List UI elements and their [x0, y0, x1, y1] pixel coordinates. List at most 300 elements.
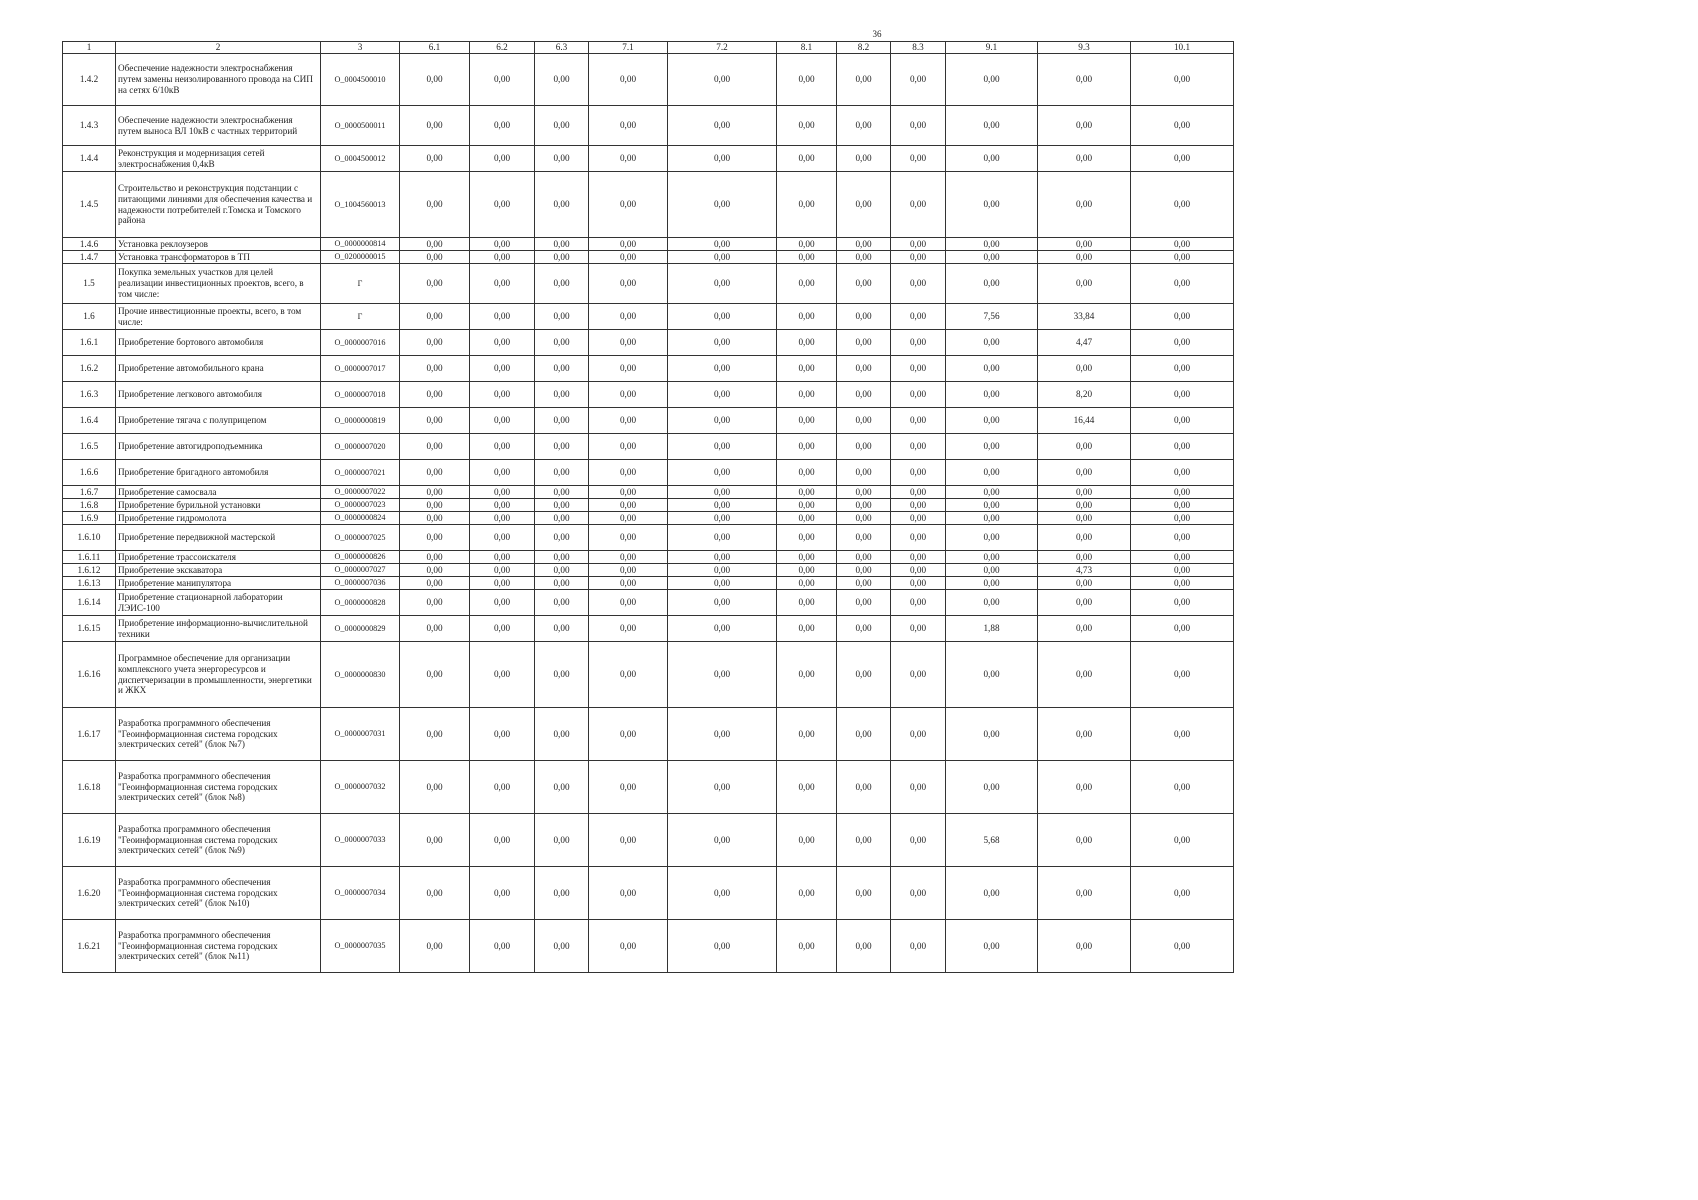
table-header-row [63, 42, 1234, 54]
row-number: 1.5 [63, 264, 116, 304]
value-cell: 0,00 [470, 920, 535, 973]
value-cell: 0,00 [1038, 264, 1131, 304]
project-name: Разработка программного обеспечения "Геоинформационная система городских электрических сетей" (блок №7) [116, 708, 321, 761]
value-cell: 0,00 [668, 408, 777, 434]
value-cell: 0,00 [668, 356, 777, 382]
value-cell: 0,00 [400, 577, 470, 590]
row-number: 1.6.17 [63, 708, 116, 761]
value-cell: 0,00 [837, 460, 891, 486]
value-cell: 0,00 [400, 590, 470, 616]
value-cell: 0,00 [668, 304, 777, 330]
project-name: Приобретение бригадного автомобиля [116, 460, 321, 486]
project-code: O_1004560013 [321, 172, 400, 238]
value-cell: 0,00 [668, 54, 777, 106]
project-name: Программное обеспечение для организации комплексного учета энергоресурсов и диспетчеризации в промышленности, энергетики и ЖКХ [116, 642, 321, 708]
value-cell: 0,00 [946, 564, 1038, 577]
value-cell: 0,00 [668, 330, 777, 356]
value-cell: 0,00 [891, 172, 946, 238]
value-cell: 0,00 [589, 486, 668, 499]
value-cell: 0,00 [946, 867, 1038, 920]
value-cell: 0,00 [891, 486, 946, 499]
value-cell: 0,00 [1131, 616, 1234, 642]
value-cell: 0,00 [470, 564, 535, 577]
table-body [63, 54, 1234, 973]
value-cell: 0,00 [891, 382, 946, 408]
value-cell: 0,00 [589, 382, 668, 408]
row-number: 1.6.8 [63, 499, 116, 512]
value-cell: 0,00 [400, 238, 470, 251]
value-cell: 0,00 [777, 264, 837, 304]
value-cell: 0,00 [837, 251, 891, 264]
table-row [63, 564, 1234, 577]
value-cell: 0,00 [946, 251, 1038, 264]
value-cell: 0,00 [535, 525, 589, 551]
value-cell: 0,00 [837, 356, 891, 382]
project-code: O_0000007034 [321, 867, 400, 920]
value-cell: 0,00 [946, 382, 1038, 408]
value-cell: 0,00 [837, 761, 891, 814]
value-cell: 0,00 [589, 590, 668, 616]
value-cell: 0,00 [777, 330, 837, 356]
value-cell: 0,00 [589, 577, 668, 590]
project-code: O_0000007018 [321, 382, 400, 408]
value-cell: 0,00 [535, 264, 589, 304]
value-cell: 0,00 [535, 408, 589, 434]
table-row [63, 551, 1234, 564]
row-number: 1.6.20 [63, 867, 116, 920]
value-cell: 0,00 [1038, 867, 1131, 920]
value-cell: 0,00 [668, 486, 777, 499]
value-cell: 0,00 [1038, 486, 1131, 499]
value-cell: 0,00 [400, 330, 470, 356]
project-name: Покупка земельных участков для целей реализации инвестиционных проектов, всего, в том числе: [116, 264, 321, 304]
value-cell: 0,00 [470, 814, 535, 867]
value-cell: 0,00 [668, 460, 777, 486]
row-number: 1.6.18 [63, 761, 116, 814]
value-cell: 0,00 [535, 616, 589, 642]
value-cell: 0,00 [1131, 146, 1234, 172]
project-name: Приобретение тягача с полуприцепом [116, 408, 321, 434]
value-cell: 0,00 [1038, 590, 1131, 616]
value-cell: 0,00 [589, 434, 668, 460]
value-cell: 0,00 [470, 460, 535, 486]
investment-table [62, 41, 1234, 973]
header-cell: 6.3 [535, 42, 589, 54]
value-cell: 0,00 [535, 642, 589, 708]
value-cell: 0,00 [668, 525, 777, 551]
value-cell: 0,00 [668, 867, 777, 920]
value-cell: 0,00 [777, 814, 837, 867]
value-cell: 0,00 [535, 814, 589, 867]
project-code: O_0000000826 [321, 551, 400, 564]
project-code: O_0000500011 [321, 106, 400, 146]
value-cell: 0,00 [470, 146, 535, 172]
value-cell: 0,00 [777, 54, 837, 106]
value-cell: 0,00 [470, 54, 535, 106]
project-name: Реконструкция и модернизация сетей электроснабжения 0,4кВ [116, 146, 321, 172]
value-cell: 0,00 [891, 564, 946, 577]
value-cell: 0,00 [777, 590, 837, 616]
value-cell: 0,00 [777, 708, 837, 761]
value-cell: 0,00 [1038, 708, 1131, 761]
value-cell: 0,00 [535, 708, 589, 761]
value-cell: 0,00 [837, 238, 891, 251]
table-row [63, 356, 1234, 382]
value-cell: 0,00 [1131, 356, 1234, 382]
value-cell: 0,00 [777, 356, 837, 382]
value-cell: 0,00 [777, 434, 837, 460]
value-cell: 0,00 [589, 54, 668, 106]
value-cell: 0,00 [400, 512, 470, 525]
value-cell: 0,00 [1038, 512, 1131, 525]
value-cell: 0,00 [837, 106, 891, 146]
table-row [63, 867, 1234, 920]
table-row [63, 920, 1234, 973]
value-cell: 0,00 [891, 761, 946, 814]
value-cell: 0,00 [589, 564, 668, 577]
value-cell: 0,00 [535, 564, 589, 577]
value-cell: 0,00 [777, 408, 837, 434]
value-cell: 0,00 [668, 920, 777, 973]
value-cell: 0,00 [946, 512, 1038, 525]
value-cell: 0,00 [470, 512, 535, 525]
value-cell: 0,00 [1131, 172, 1234, 238]
value-cell: 0,00 [400, 382, 470, 408]
project-code: O_0000000819 [321, 408, 400, 434]
project-name: Строительство и реконструкция подстанции с питающими линиями для обеспечения качества и надежности потребителей г.Томска и Томского района [116, 172, 321, 238]
row-number: 1.6.6 [63, 460, 116, 486]
table-row [63, 512, 1234, 525]
value-cell: 0,00 [1038, 577, 1131, 590]
table-row [63, 146, 1234, 172]
project-code: O_0000007022 [321, 486, 400, 499]
value-cell: 0,00 [589, 499, 668, 512]
value-cell: 0,00 [837, 616, 891, 642]
value-cell: 0,00 [1131, 54, 1234, 106]
value-cell: 0,00 [668, 251, 777, 264]
row-number: 1.6.16 [63, 642, 116, 708]
value-cell: 0,00 [891, 238, 946, 251]
value-cell: 0,00 [535, 867, 589, 920]
value-cell: 0,00 [400, 146, 470, 172]
table-row [63, 238, 1234, 251]
value-cell: 0,00 [668, 708, 777, 761]
table-row [63, 382, 1234, 408]
value-cell: 0,00 [470, 708, 535, 761]
row-number: 1.6.3 [63, 382, 116, 408]
value-cell: 0,00 [1131, 512, 1234, 525]
header-cell: 9.1 [946, 42, 1038, 54]
project-name: Разработка программного обеспечения "Геоинформационная система городских электрических сетей" (блок №9) [116, 814, 321, 867]
project-code: O_0000000824 [321, 512, 400, 525]
table-row [63, 577, 1234, 590]
value-cell: 0,00 [470, 382, 535, 408]
table-row [63, 434, 1234, 460]
value-cell: 0,00 [891, 304, 946, 330]
table-row [63, 54, 1234, 106]
table-row [63, 106, 1234, 146]
table-row [63, 814, 1234, 867]
value-cell: 0,00 [400, 304, 470, 330]
value-cell: 0,00 [535, 304, 589, 330]
value-cell: 0,00 [400, 761, 470, 814]
value-cell: 0,00 [668, 577, 777, 590]
value-cell: 0,00 [668, 761, 777, 814]
value-cell: 0,00 [535, 761, 589, 814]
value-cell: 0,00 [668, 146, 777, 172]
value-cell: 0,00 [1038, 106, 1131, 146]
value-cell: 0,00 [946, 551, 1038, 564]
value-cell: 0,00 [777, 867, 837, 920]
value-cell: 0,00 [891, 54, 946, 106]
value-cell: 0,00 [777, 616, 837, 642]
value-cell: 0,00 [1131, 434, 1234, 460]
project-name: Приобретение автогидроподъемника [116, 434, 321, 460]
value-cell: 0,00 [1038, 238, 1131, 251]
row-number: 1.6.5 [63, 434, 116, 460]
row-number: 1.6.15 [63, 616, 116, 642]
value-cell: 0,00 [837, 577, 891, 590]
value-cell: 0,00 [400, 551, 470, 564]
value-cell: 0,00 [400, 460, 470, 486]
value-cell: 0,00 [470, 867, 535, 920]
value-cell: 0,00 [470, 251, 535, 264]
value-cell: 0,00 [777, 499, 837, 512]
value-cell: 0,00 [535, 330, 589, 356]
value-cell: 0,00 [837, 814, 891, 867]
value-cell: 0,00 [470, 577, 535, 590]
value-cell: 1,88 [946, 616, 1038, 642]
value-cell: 0,00 [470, 330, 535, 356]
value-cell: 0,00 [1131, 382, 1234, 408]
value-cell: 0,00 [535, 486, 589, 499]
value-cell: 4,73 [1038, 564, 1131, 577]
value-cell: 0,00 [891, 525, 946, 551]
value-cell: 0,00 [777, 525, 837, 551]
value-cell: 0,00 [891, 330, 946, 356]
value-cell: 0,00 [777, 146, 837, 172]
value-cell: 0,00 [668, 106, 777, 146]
value-cell: 0,00 [891, 434, 946, 460]
value-cell: 0,00 [837, 564, 891, 577]
table-row [63, 761, 1234, 814]
project-code: O_0000007032 [321, 761, 400, 814]
row-number: 1.4.7 [63, 251, 116, 264]
value-cell: 0,00 [589, 146, 668, 172]
value-cell: 0,00 [891, 356, 946, 382]
project-code: O_0000007016 [321, 330, 400, 356]
project-name: Приобретение бортового автомобиля [116, 330, 321, 356]
value-cell: 0,00 [470, 616, 535, 642]
value-cell: 5,68 [946, 814, 1038, 867]
value-cell: 4,47 [1038, 330, 1131, 356]
value-cell: 0,00 [946, 264, 1038, 304]
value-cell: 0,00 [777, 486, 837, 499]
value-cell: 0,00 [946, 434, 1038, 460]
value-cell: 0,00 [1131, 525, 1234, 551]
value-cell: 16,44 [1038, 408, 1131, 434]
value-cell: 0,00 [1038, 499, 1131, 512]
value-cell: 0,00 [1131, 499, 1234, 512]
value-cell: 0,00 [1131, 920, 1234, 973]
value-cell: 0,00 [470, 434, 535, 460]
row-number: 1.6.11 [63, 551, 116, 564]
header-cell: 8.3 [891, 42, 946, 54]
value-cell: 0,00 [1131, 577, 1234, 590]
value-cell: 0,00 [535, 172, 589, 238]
value-cell: 0,00 [535, 577, 589, 590]
value-cell: 0,00 [1131, 304, 1234, 330]
value-cell: 0,00 [777, 577, 837, 590]
project-code: O_0004500012 [321, 146, 400, 172]
value-cell: 0,00 [777, 382, 837, 408]
value-cell: 0,00 [777, 304, 837, 330]
value-cell: 0,00 [1131, 330, 1234, 356]
value-cell: 0,00 [470, 264, 535, 304]
value-cell: 0,00 [891, 642, 946, 708]
row-number: 1.6.1 [63, 330, 116, 356]
project-name: Обеспечение надежности электроснабжения путем замены неизолированного провода на СИП на сетях 6/10кВ [116, 54, 321, 106]
value-cell: 0,00 [891, 264, 946, 304]
value-cell: 0,00 [400, 408, 470, 434]
project-name: Приобретение трассоискателя [116, 551, 321, 564]
value-cell: 0,00 [400, 616, 470, 642]
value-cell: 0,00 [400, 434, 470, 460]
value-cell: 0,00 [589, 238, 668, 251]
project-name: Приобретение манипулятора [116, 577, 321, 590]
value-cell: 0,00 [589, 512, 668, 525]
value-cell: 0,00 [837, 264, 891, 304]
value-cell: 0,00 [1131, 590, 1234, 616]
value-cell: 0,00 [1131, 761, 1234, 814]
value-cell: 0,00 [891, 251, 946, 264]
value-cell: 0,00 [891, 408, 946, 434]
table-row [63, 264, 1234, 304]
value-cell: 0,00 [400, 642, 470, 708]
value-cell: 0,00 [837, 486, 891, 499]
value-cell: 0,00 [470, 486, 535, 499]
project-code: O_0004500010 [321, 54, 400, 106]
row-number: 1.6.9 [63, 512, 116, 525]
value-cell: 0,00 [777, 512, 837, 525]
value-cell: 0,00 [1131, 460, 1234, 486]
value-cell: 0,00 [891, 146, 946, 172]
table-row [63, 499, 1234, 512]
project-code: O_0000000829 [321, 616, 400, 642]
row-number: 1.6.2 [63, 356, 116, 382]
project-name: Прочие инвестиционные проекты, всего, в том числе: [116, 304, 321, 330]
value-cell: 0,00 [777, 642, 837, 708]
value-cell: 0,00 [400, 251, 470, 264]
value-cell: 0,00 [1038, 814, 1131, 867]
value-cell: 0,00 [891, 460, 946, 486]
value-cell: 0,00 [1038, 551, 1131, 564]
header-cell: 6.2 [470, 42, 535, 54]
value-cell: 0,00 [891, 814, 946, 867]
value-cell: 0,00 [400, 172, 470, 238]
table-row [63, 251, 1234, 264]
value-cell: 0,00 [470, 642, 535, 708]
row-number: 1.6.10 [63, 525, 116, 551]
project-name: Приобретение автомобильного крана [116, 356, 321, 382]
value-cell: 0,00 [837, 54, 891, 106]
value-cell: 0,00 [891, 577, 946, 590]
row-number: 1.6.21 [63, 920, 116, 973]
value-cell: 0,00 [470, 408, 535, 434]
value-cell: 0,00 [668, 551, 777, 564]
value-cell: 0,00 [1131, 867, 1234, 920]
value-cell: 0,00 [589, 920, 668, 973]
value-cell: 0,00 [470, 238, 535, 251]
value-cell: 0,00 [1038, 642, 1131, 708]
value-cell: 0,00 [1131, 814, 1234, 867]
page-number: 36 [872, 29, 882, 39]
row-number: 1.6.12 [63, 564, 116, 577]
project-code: O_0000007027 [321, 564, 400, 577]
table-row [63, 525, 1234, 551]
value-cell: 0,00 [1131, 264, 1234, 304]
value-cell: 0,00 [837, 172, 891, 238]
value-cell: 0,00 [946, 499, 1038, 512]
value-cell: 0,00 [1131, 238, 1234, 251]
value-cell: 0,00 [1131, 642, 1234, 708]
value-cell: 0,00 [589, 172, 668, 238]
value-cell: 0,00 [946, 590, 1038, 616]
value-cell: 0,00 [589, 408, 668, 434]
value-cell: 0,00 [400, 499, 470, 512]
table-row [63, 172, 1234, 238]
value-cell: 0,00 [946, 330, 1038, 356]
header-cell: 3 [321, 42, 400, 54]
project-code: O_0000007036 [321, 577, 400, 590]
project-code: O_0000007020 [321, 434, 400, 460]
value-cell: 0,00 [589, 616, 668, 642]
project-name: Установка реклоузеров [116, 238, 321, 251]
value-cell: 0,00 [535, 512, 589, 525]
value-cell: 0,00 [668, 642, 777, 708]
value-cell: 0,00 [668, 616, 777, 642]
value-cell: 0,00 [535, 499, 589, 512]
value-cell: 0,00 [400, 525, 470, 551]
project-code: O_0000007021 [321, 460, 400, 486]
value-cell: 0,00 [400, 54, 470, 106]
project-code: O_0200000015 [321, 251, 400, 264]
value-cell: 0,00 [1038, 172, 1131, 238]
value-cell: 0,00 [589, 761, 668, 814]
value-cell: 0,00 [589, 551, 668, 564]
value-cell: 0,00 [535, 590, 589, 616]
value-cell: 0,00 [1131, 708, 1234, 761]
value-cell: 0,00 [668, 382, 777, 408]
value-cell: 0,00 [1038, 920, 1131, 973]
project-code: O_0000000830 [321, 642, 400, 708]
value-cell: 0,00 [1038, 525, 1131, 551]
value-cell: 0,00 [891, 590, 946, 616]
value-cell: 0,00 [777, 761, 837, 814]
value-cell: 0,00 [535, 106, 589, 146]
value-cell: 0,00 [837, 551, 891, 564]
value-cell: 0,00 [400, 106, 470, 146]
value-cell: 0,00 [400, 708, 470, 761]
header-cell: 8.1 [777, 42, 837, 54]
value-cell: 0,00 [891, 708, 946, 761]
value-cell: 0,00 [1131, 551, 1234, 564]
value-cell: 0,00 [470, 304, 535, 330]
value-cell: 0,00 [470, 761, 535, 814]
value-cell: 0,00 [400, 814, 470, 867]
project-name: Приобретение стационарной лаборатории ЛЭИС-100 [116, 590, 321, 616]
value-cell: 0,00 [400, 867, 470, 920]
